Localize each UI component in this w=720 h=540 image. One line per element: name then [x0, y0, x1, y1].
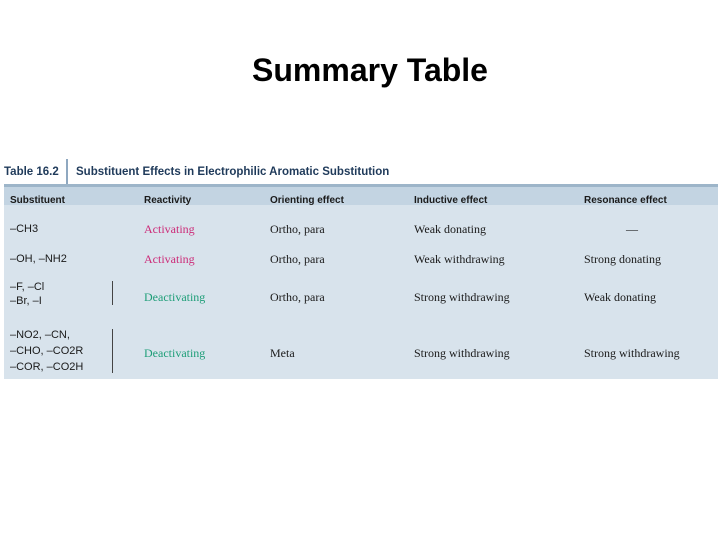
table-caption	[4, 160, 718, 184]
table-body	[4, 184, 718, 379]
row3-brace	[112, 281, 121, 305]
row2-inductive: Weak withdrawing	[414, 252, 505, 266]
row3-orienting: Ortho, para	[270, 290, 325, 304]
row1-substituent: –CH3	[10, 223, 39, 235]
row3-reactivity: Deactivating	[144, 290, 206, 304]
caption-divider	[66, 159, 68, 185]
row4-inductive: Strong withdrawing	[414, 346, 510, 360]
header-inductive: Inductive effect	[414, 195, 488, 206]
row3-substituent-line1: –F, –Cl	[10, 281, 45, 293]
row1-inductive: Weak donating	[414, 222, 487, 236]
header-reactivity: Reactivity	[144, 195, 192, 206]
row4-substituent-line1: –NO2, –CN,	[10, 329, 70, 341]
header-orienting: Orienting effect	[270, 195, 344, 206]
row3-inductive: Strong withdrawing	[414, 290, 510, 304]
row4-resonance: Strong withdrawing	[584, 346, 680, 360]
row2-reactivity: Activating	[144, 252, 195, 266]
row3-resonance: Weak donating	[584, 290, 657, 304]
table-number: Table 16.2	[4, 166, 59, 178]
header-substituent: Substituent	[10, 195, 65, 206]
row1-resonance: —	[626, 222, 638, 236]
row3-substituent-line2: –Br, –I	[10, 295, 42, 307]
row2-orienting: Ortho, para	[270, 252, 325, 266]
header-resonance: Resonance effect	[584, 195, 667, 206]
row4-brace	[112, 329, 121, 373]
row4-substituent-line3: –COR, –CO2H	[10, 361, 84, 373]
summary-table	[4, 160, 718, 379]
table-title: Substituent Effects in Electrophilic Aromatic Substitution	[76, 166, 390, 178]
row1-orienting: Ortho, para	[270, 222, 325, 236]
row2-substituent: –OH, –NH2	[10, 253, 67, 265]
row4-orienting: Meta	[270, 346, 295, 360]
row4-reactivity: Deactivating	[144, 346, 206, 360]
slide-title: Summary Table	[252, 52, 488, 88]
row1-reactivity: Activating	[144, 222, 195, 236]
row2-resonance: Strong donating	[584, 252, 661, 266]
row4-substituent-line2: –CHO, –CO2R	[10, 345, 84, 357]
